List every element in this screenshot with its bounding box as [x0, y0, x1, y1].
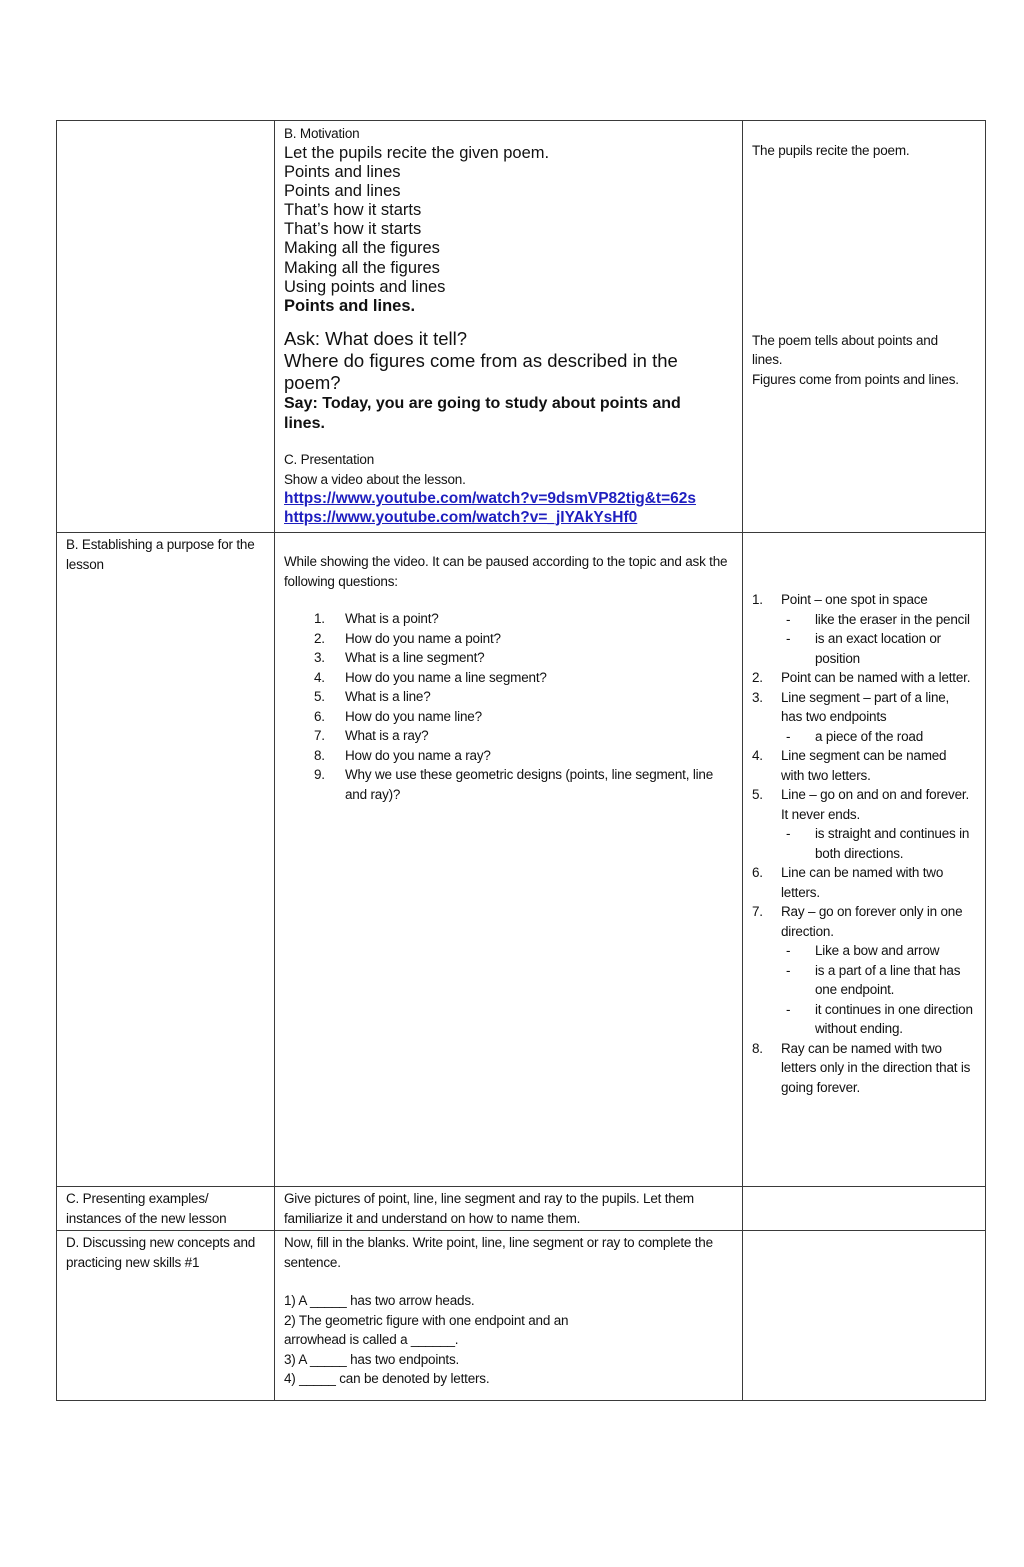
- row2-label-cell: [57, 533, 275, 1187]
- list-item: 3. What is a line segment?: [314, 650, 485, 665]
- motivation-row: [57, 121, 986, 533]
- list-item: 2. Point can be named with a letter.: [752, 670, 971, 685]
- row4-label: D. Discussing new concepts and practicing new skills #1: [66, 1235, 256, 1270]
- sub-item: - is a part of a line that has one endpoint.: [786, 962, 961, 997]
- poem-line: That’s how it starts: [284, 220, 422, 239]
- fill-blank-item: 4) _____ can be denoted by letters.: [284, 1371, 490, 1386]
- answer-list: [752, 590, 973, 1097]
- list-item: 1. Point – one spot in space: [752, 592, 928, 607]
- list-item: 1. What is a point?: [314, 611, 439, 626]
- sub-item: - is straight and continues in both directions.: [786, 826, 970, 861]
- row2-activity-cell: [275, 533, 743, 1187]
- poem-line: Points and lines: [284, 162, 401, 181]
- list-item: 8. How do you name a ray?: [314, 747, 491, 763]
- poem-line: Making all the figures: [284, 258, 440, 277]
- row2-label: B. Establishing a purpose for the lesson: [66, 537, 255, 572]
- list-item: 7. What is a ray?: [314, 728, 429, 743]
- row4-activity-cell: [275, 1231, 743, 1401]
- questions-intro: While showing the video. It can be paused according to the topic and ask the following questions:: [284, 554, 728, 589]
- sub-item: - it continues in one direction without ending.: [786, 1001, 973, 1036]
- list-item: 2. How do you name a point?: [314, 630, 501, 646]
- list-item: 8. Ray can be named with two letters only in the direction that is going forever.: [752, 1040, 971, 1095]
- lesson-plan-table: [56, 120, 986, 1401]
- poem-line: Making all the figures: [284, 239, 440, 258]
- row3-label-cell: [57, 1187, 275, 1231]
- presenting-examples-row: [57, 1187, 986, 1231]
- discussing-concepts-row: [57, 1231, 986, 1401]
- video-link-2[interactable]: https://www.youtube.com/watch?v=_jIYAkYsHf0: [284, 509, 638, 527]
- row1-response-cell: [743, 121, 986, 533]
- fill-blank-item: 2) The geometric figure with one endpoint and an: [284, 1312, 569, 1328]
- list-item: 5. What is a line?: [314, 689, 431, 704]
- say-statement: Say: Today, you are going to study about points and lines.: [284, 395, 681, 432]
- question-list: [284, 609, 734, 804]
- establishing-purpose-row: [57, 533, 986, 1187]
- row3-label: C. Presenting examples/ instances of the new lesson: [66, 1191, 227, 1226]
- list-item: 9. Why we use these geometric designs (points, line segment, line and ray)?: [314, 767, 714, 802]
- row4-response-cell: [743, 1231, 986, 1401]
- list-item: 6. How do you name line?: [314, 708, 482, 724]
- row1-activity-cell: [275, 121, 743, 533]
- fill-blank-item: arrowhead is called a ______.: [284, 1332, 459, 1347]
- list-item: 4. Line segment can be named with two letters.: [752, 748, 947, 783]
- pupil-response-recite: The pupils recite the poem.: [752, 143, 910, 158]
- ask-question-1: Ask: What does it tell?: [284, 328, 468, 350]
- video-link-1[interactable]: https://www.youtube.com/watch?v=9dsmVP82tig&t=62s: [284, 490, 696, 508]
- poem-line: Points and lines.: [284, 296, 416, 315]
- presentation-text: Show a video about the lesson.: [284, 471, 466, 487]
- row3-activity-cell: [275, 1187, 743, 1231]
- row4-label-cell: [57, 1231, 275, 1401]
- list-item: 7. Ray – go on forever only in one direction.: [752, 904, 963, 939]
- fill-blank-item: 1) A _____ has two arrow heads.: [284, 1293, 475, 1308]
- row1-label-cell: [57, 121, 275, 533]
- row3-text: Give pictures of point, line, line segment and ray to the pupils. Let them familiarize it and understand on how to name them.: [284, 1191, 694, 1226]
- poem-line: That’s how it starts: [284, 200, 422, 219]
- sub-item: - Like a bow and arrow: [786, 943, 940, 958]
- list-item: 5. Line – go on and on and forever. It never ends.: [752, 787, 970, 822]
- list-item: 4. How do you name a line segment?: [314, 669, 547, 685]
- row3-response-cell: [743, 1187, 986, 1231]
- motivation-heading: B. Motivation: [284, 126, 360, 141]
- row2-answer-cell: [743, 533, 986, 1187]
- poem-line: Points and lines: [284, 181, 401, 200]
- ask-question-2: Where do figures come from as described in the poem?: [284, 350, 678, 394]
- list-item: 3. Line segment – part of a line, has two endpoints: [752, 689, 950, 724]
- pupil-response-figures: Figures come from points and lines.: [752, 371, 959, 387]
- pupil-response-poem-tells: The poem tells about points and lines.: [752, 332, 938, 367]
- sub-item: - like the eraser in the pencil: [786, 611, 970, 627]
- list-item: 6. Line can be named with two letters.: [752, 865, 944, 900]
- presentation-heading: C. Presentation: [284, 452, 375, 468]
- fill-blank-item: 3) A _____ has two endpoints.: [284, 1351, 460, 1367]
- poem-line: Using points and lines: [284, 277, 446, 296]
- motivation-instruction: Let the pupils recite the given poem.: [284, 143, 550, 162]
- fill-blanks-intro: Now, fill in the blanks. Write point, line, line segment or ray to complete the sentence.: [284, 1235, 713, 1270]
- sub-item: - is an exact location or position: [786, 631, 941, 666]
- sub-item: - a piece of the road: [786, 728, 924, 744]
